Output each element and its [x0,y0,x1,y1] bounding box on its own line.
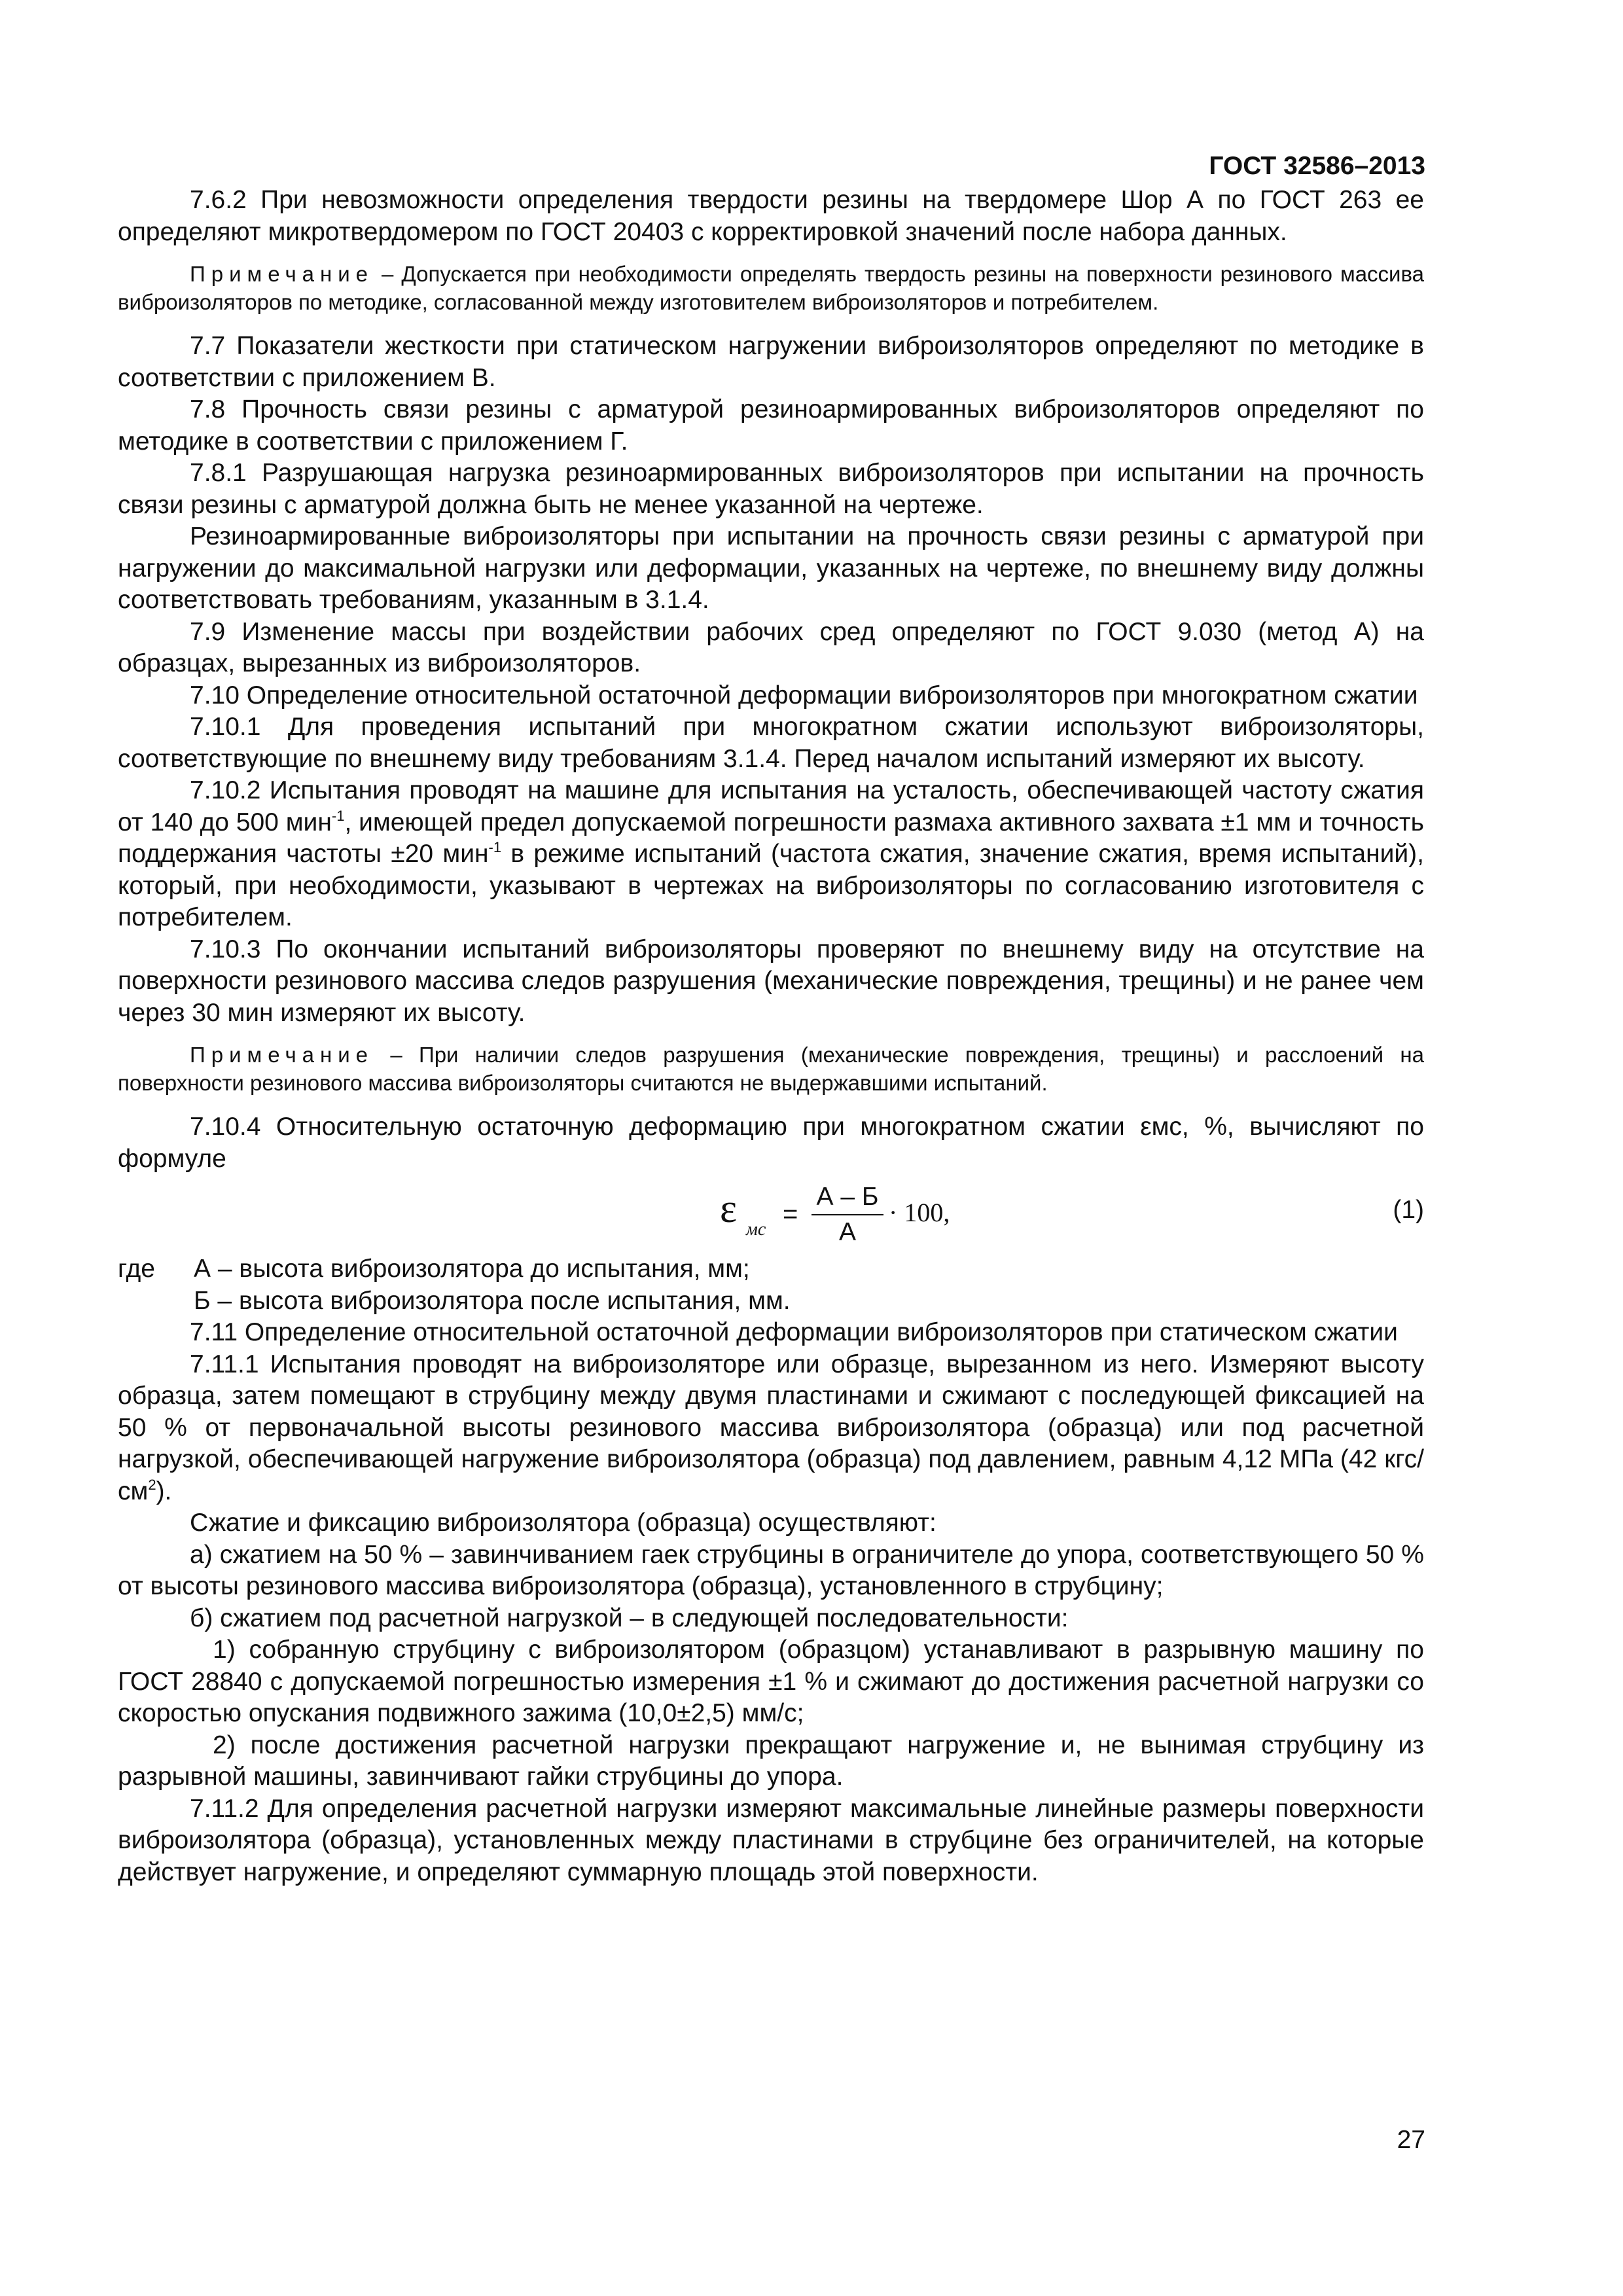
paragraph-7-11-1-part-a: 7.11.1 Испытания проводят на виброизоляторе или образце, вырезанном из него. Измеряют высоту образца, затем помещают в струбцину между двумя пластинами и сжимают с последующей фиксацией на 50 % от первоначальной высоты резинового массива виброизолятора (образца) или под расчетной нагрузкой, обеспечивающей нагружение виброизолятора (образца) под давлением, равным 4,12 МПа (42 кгс/см [118,1350,1424,1505]
note-2-label: Примечание [190,1043,374,1067]
paragraph-fixation: Сжатие и фиксацию виброизолятора (образца) осуществляют: [190,1509,936,1537]
paragraph-7-9: 7.9 Изменение массы при воздействии рабочих сред определяют по ГОСТ 9.030 (метод А) на образцах, вырезанных из виброизоляторов. [118,617,1424,677]
paragraph-7-8: 7.8 Прочность связи резины с арматурой резиноармированных виброизоляторов определяют по методике в соответствии с приложением Г. [118,395,1424,456]
paragraph-item-b: б) сжатием под расчетной нагрузкой – в следующей последовательности: [190,1604,1069,1632]
note-1 [118,260,1424,316]
formula-numerator: А – Б [816,1183,879,1211]
note-2-text: – При наличии следов разрушения (механические повреждения, трещины) и расслоений на поверхности резинового массива виброизоляторы считаются не выдержавшими испытаний. [118,1043,1424,1095]
where-item-a: А – высота виброизолятора до испытания, мм; [194,1255,750,1283]
document-body [118,185,1424,1888]
formula-subscript: мс [746,1219,766,1240]
fraction-bar [812,1214,883,1215]
paragraph-7-10-2-part-c: в режиме испытаний (частота сжатия, значение сжатия, время испытаний), который, при необходимости, указывают в чертежах на виброизоляторы по согласованию изготовителя с потребителем. [118,840,1424,931]
superscript-minus-one-b: -1 [488,839,502,855]
paragraph-7-11-2: 7.11.2 Для определения расчетной нагрузки измеряют максимальные линейные размеры поверхности виброизолятора (образца), установленных между пластинами в струбцине без ограничителей, на которые действует нагружение, и определяют суммарную площадь этой поверхности. [118,1794,1424,1886]
paragraph-7-6-2: 7.6.2 При невозможности определения твердости резины на твердомере Шор А по ГОСТ 263 ее определяют микротвердомером по ГОСТ 20403 с корректировкой значений после набора данных. [118,186,1424,246]
paragraph-item-a: а) сжатием на 50 % – завинчиванием гаек струбцины в ограничителе до упора, соответствующего 50 % от высоты резинового массива виброизолятора (образца), установленного в струбцину; [118,1540,1424,1600]
formula-multiplier: · 100, [889,1198,950,1227]
page-number: 27 [1397,2126,1425,2154]
paragraph-7-11-1 [118,1349,1424,1508]
paragraph-7-8-1: 7.8.1 Разрушающая нагрузка резиноармированных виброизоляторов при испытании на прочность связи резины с арматурой должна быть не менее указанной на чертеже. [118,459,1424,519]
paragraph-7-10-2 [118,775,1424,934]
paragraph-7-10: 7.10 Определение относительной остаточной деформации виброизоляторов при многократном сжатии [190,681,1418,709]
superscript-two: 2 [148,1476,156,1493]
note-1-text: – Допускается при необходимости определять твердость резины на поверхности резинового массива виброизоляторов по методике, согласованной между изготовителем виброизоляторов и потребителем. [118,262,1424,314]
where-label: где [118,1255,155,1283]
paragraph-7-10-2-part-b: , имеющей предел допускаемой погрешности размаха активного захвата ±1 мм и точность поддержания частоты ±20 мин [118,808,1424,868]
formula-number: (1) [1393,1196,1424,1224]
formula-row [118,1177,1424,1249]
paragraph-item-b-1: 1) собранную струбцину с виброизолятором (образцом) устанавливают в разрывную машину по ГОСТ 28840 с допускаемой погрешностью измерения ±1 % и сжимают до достижения расчетной нагрузки со скоростью опускания подвижного зажима (10,0±2,5) мм/с; [118,1636,1424,1727]
note-2 [118,1041,1424,1097]
paragraph-7-8-1-continued: Резиноармированные виброизоляторы при испытании на прочность связи резины с арматурой при нагружении до максимальной нагрузки или деформации, указанных на чертеже, по внешнему виду должны соответствовать требованиям, указанным в 3.1.4. [118,522,1424,614]
where-list [118,1253,1424,1285]
where-item-b: Б – высота виброизолятора после испытания, мм. [194,1286,791,1315]
formula-denominator: А [838,1218,856,1246]
formula-1 [720,1181,955,1247]
paragraph-7-10-4: 7.10.4 Относительную остаточную деформацию при многократном сжатии εмс, %, вычисляют по формуле [118,1113,1424,1173]
formula-epsilon-symbol: ε [720,1187,738,1231]
document-id-header: ГОСТ 32586–2013 [1209,152,1425,180]
paragraph-item-b-2: 2) после достижения расчетной нагрузки прекращают нагружение и, не вынимая струбцину из разрывной машины, завинчивают гайки струбцины до упора. [118,1731,1424,1791]
paragraph-7-11-1-part-b: ). [156,1477,172,1505]
paragraph-7-10-2-part-a: 7.10.2 Испытания проводят на машине для испытания на усталость, обеспечивающей частоту сжатия от 140 до 500 мин [118,776,1424,836]
superscript-minus-one-a: -1 [331,807,345,824]
formula-equals: = [783,1200,798,1229]
note-1-label: Примечание [190,262,374,286]
paragraph-7-11: 7.11 Определение относительной остаточной деформации виброизоляторов при статическом сжатии [190,1318,1398,1346]
paragraph-7-10-3: 7.10.3 По окончании испытаний виброизоляторы проверяют по внешнему виду на отсутствие на поверхности резинового массива следов разрушения (механические повреждения, трещины) и не ранее чем через 30 мин измеряют их высоту. [118,935,1424,1027]
paragraph-7-7: 7.7 Показатели жесткости при статическом нагружении виброизоляторов определяют по методике в соответствии с приложением В. [118,332,1424,392]
paragraph-7-10-1: 7.10.1 Для проведения испытаний при многократном сжатии используют виброизоляторы, соответствующие по внешнему виду требованиям 3.1.4. Перед началом испытаний измеряют их высоту. [118,713,1424,773]
